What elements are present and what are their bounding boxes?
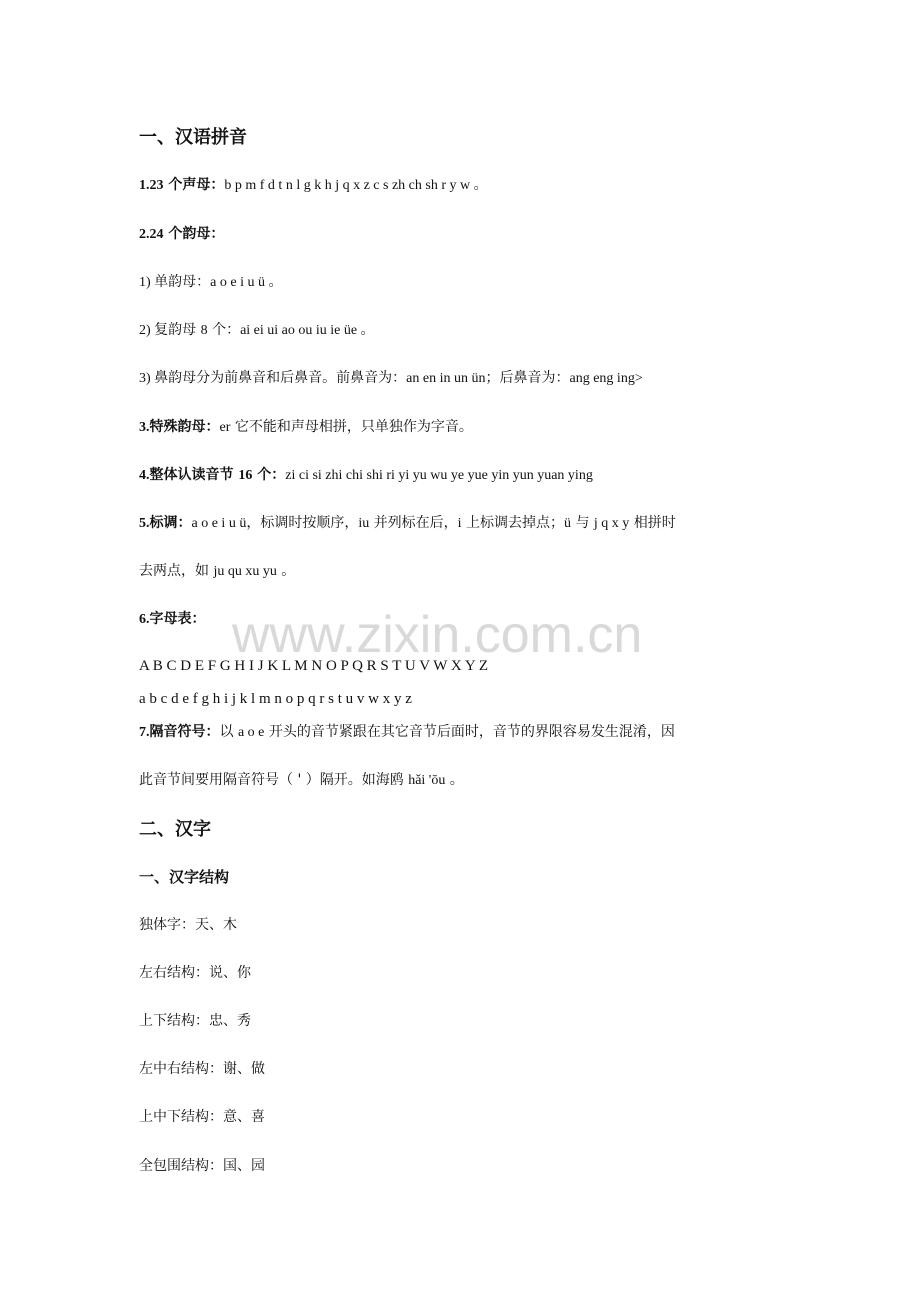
structure-examples: 天、木 (195, 917, 237, 933)
vowels: a o e i u ü (191, 516, 247, 531)
structure-row (139, 1156, 265, 1176)
syllable-separator-line-1 (139, 722, 675, 743)
sub-label: 鼻韵母分为前鼻音和后鼻音。前鼻音为： (154, 370, 407, 386)
structure-examples: 说、你 (209, 965, 251, 981)
compound-finals-line (139, 320, 375, 341)
structure-row (139, 1059, 265, 1079)
list-prefix: 2) (139, 323, 155, 338)
item-label-2: 个： (252, 467, 286, 483)
whole-syllables-value: zi ci si zhi chi shi ri yi yu wu ye yue yin yun yuan ying (285, 468, 593, 483)
list-prefix: 1) (139, 275, 155, 290)
text: 相拼时 (629, 515, 676, 531)
text: 并列标在后， (369, 515, 458, 531)
alphabet-heading-line (139, 609, 206, 630)
item-label: 特殊韵母： (149, 419, 220, 435)
text: 。 (445, 772, 464, 788)
nasal-finals-line (139, 368, 643, 389)
sub-label-2: ；后鼻音为： (485, 370, 570, 386)
structure-label: 上中下结构： (139, 1109, 223, 1125)
item-label: 隔音符号： (149, 724, 220, 740)
simple-finals-value: a o e i u ü 。 (210, 275, 283, 290)
back-nasal-value: ang eng ing> (569, 371, 643, 386)
whole-syllables-line (139, 465, 593, 486)
consonants-line (139, 175, 488, 196)
watermark: www.zixin.com.cn (232, 606, 643, 664)
structure-row (139, 1011, 251, 1031)
text: 上标调去掉点； (461, 515, 565, 531)
text: 以 (219, 724, 238, 740)
tone-marking-line-2 (139, 561, 295, 582)
tone-marking-line-1 (139, 513, 676, 534)
structure-label: 左右结构： (139, 965, 209, 981)
section-title-characters: 二、汉字 (139, 819, 211, 840)
structure-examples: 国、园 (223, 1158, 265, 1174)
structure-examples: 意、喜 (223, 1109, 265, 1125)
syllable-separator-line-2 (139, 770, 464, 791)
structure-examples: 谢、做 (223, 1061, 265, 1077)
item-label: 标调： (149, 515, 192, 531)
text: 与 (571, 515, 594, 531)
structure-label: 全包围结构： (139, 1158, 223, 1174)
latin-text: j q x y (593, 516, 630, 531)
simple-finals-line (139, 272, 283, 293)
latin-text: iu (358, 516, 370, 531)
item-number: 7. (139, 725, 150, 740)
structure-label: 上下结构： (139, 1013, 209, 1029)
count: 8 (200, 323, 208, 338)
alphabet-lowercase: a b c d e f g h i j k l m n o p q r s t u v w x y z (139, 691, 412, 707)
structure-row (139, 963, 251, 983)
sub-label: 复韵母 (154, 322, 201, 338)
front-nasal-value: an en in un ün (406, 371, 486, 386)
consonants-value: b p m f d t n l g k h j q x z c s zh ch sh r y w 。 (224, 178, 488, 193)
finals-heading-line (139, 224, 224, 245)
latin-text: hǎi 'ōu (408, 773, 446, 788)
text: 开头的音节紧跟在其它音节后面时，音节的界限容易发生混淆，因 (264, 724, 675, 740)
structure-label: 独体字： (139, 917, 195, 933)
section-title-pinyin: 一、汉语拼音 (139, 127, 247, 148)
text: 此音节间要用隔音符号（ ' ）隔开。如海鸥 (139, 772, 409, 788)
alphabet-uppercase: A B C D E F G H I J K L M N O P Q R S T U V W X Y Z (139, 658, 489, 674)
special-final-desc: 它不能和声母相拼，只单独作为字音。 (230, 419, 473, 435)
item-number: 2.24 (139, 227, 164, 242)
structure-row (139, 1107, 265, 1127)
count: 16 (238, 468, 253, 483)
item-number: 1.23 (139, 178, 164, 193)
latin-text: ü (564, 516, 572, 531)
item-number: 4. (139, 468, 150, 483)
compound-finals-value: ai ei ui ao ou iu ie üe 。 (240, 323, 375, 338)
sub-label: 单韵母： (154, 274, 211, 290)
sub-label-2: 个： (207, 322, 241, 338)
structure-examples: 忠、秀 (209, 1013, 251, 1029)
item-number: 6. (139, 612, 150, 627)
text: 去两点，如 (139, 563, 214, 579)
subsection-title-structure: 一、汉字结构 (139, 868, 230, 886)
item-number: 5. (139, 516, 150, 531)
text: 。 (276, 563, 296, 579)
latin-text: ju qu xu yu (213, 564, 277, 579)
special-final-line (139, 417, 473, 438)
structure-label: 左中右结构： (139, 1061, 223, 1077)
item-number: 3. (139, 420, 150, 435)
latin-text: i (457, 516, 462, 531)
item-label: 整体认读音节 (149, 467, 239, 483)
latin-text: a o e (237, 725, 265, 740)
special-final-value: er (219, 420, 231, 435)
text: ，标调时按顺序， (246, 515, 359, 531)
item-label: 个声母： (163, 177, 225, 193)
item-label: 字母表： (149, 611, 206, 627)
item-label: 个韵母： (163, 226, 225, 242)
structure-row (139, 915, 237, 935)
list-prefix: 3) (139, 371, 155, 386)
